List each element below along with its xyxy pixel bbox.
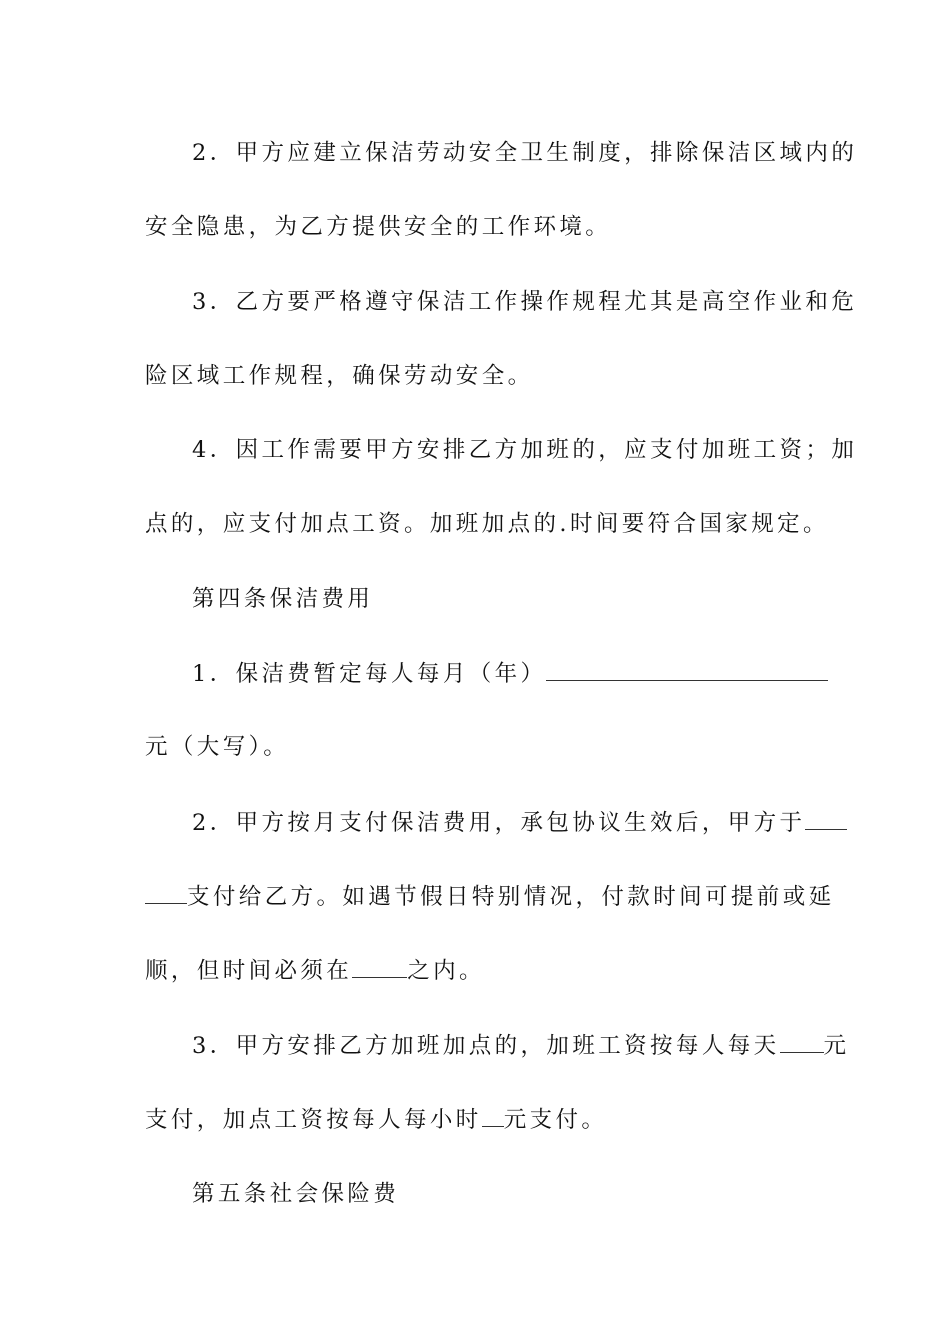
text-run: 4．因工作需要甲方安排乙方加班的，应支付加班工资；加 bbox=[192, 437, 858, 463]
section-heading bbox=[192, 584, 805, 614]
text-run: 第五条社会保险费 bbox=[192, 1181, 400, 1207]
text-run: 元 bbox=[823, 1033, 850, 1059]
paragraph-line bbox=[192, 1030, 850, 1061]
paragraph-line bbox=[145, 509, 829, 539]
fill-in-blank bbox=[780, 1030, 824, 1053]
text-run: 支付，加点工资按每人每小时 bbox=[145, 1107, 482, 1133]
text-run: 3．乙方要严格遵守保洁工作操作规程尤其是高空作业和危 bbox=[192, 289, 858, 315]
text-run: 2．甲方按月支付保洁费用，承包协议生效后，甲方于 bbox=[192, 810, 806, 836]
text-run: 安全隐患，为乙方提供安全的工作环境。 bbox=[145, 214, 612, 240]
text-run: 2．甲方应建立保洁劳动安全卫生制度，排除保洁区域内的 bbox=[192, 140, 858, 166]
paragraph-line bbox=[145, 955, 805, 986]
paragraph-line bbox=[192, 658, 805, 689]
paragraph-line bbox=[145, 881, 835, 912]
text-run: 点的，应支付加点工资。加班加点的.时间要符合国家规定。 bbox=[145, 511, 829, 537]
text-run: 元支付。 bbox=[503, 1107, 608, 1133]
fill-in-blank bbox=[482, 1104, 504, 1127]
text-run: 险区域工作规程，确保劳动安全。 bbox=[145, 363, 534, 389]
section-heading bbox=[192, 1179, 805, 1209]
paragraph-line bbox=[145, 1104, 805, 1135]
paragraph-line bbox=[192, 807, 805, 838]
text-run: 第四条保洁费用 bbox=[192, 586, 374, 612]
paragraph-line bbox=[145, 212, 805, 242]
paragraph-line bbox=[145, 732, 805, 762]
fill-in-blank bbox=[546, 658, 828, 681]
fill-in-blank bbox=[352, 955, 407, 978]
text-run: 元（大写）。 bbox=[145, 734, 290, 760]
text-run: 支付给乙方。如遇节假日特别情况，付款时间可提前或延 bbox=[187, 884, 835, 910]
text-run: 1．保洁费暂定每人每月（年） bbox=[192, 661, 547, 687]
paragraph-line bbox=[192, 287, 858, 317]
text-run: 之内。 bbox=[407, 958, 485, 984]
paragraph-line bbox=[192, 435, 858, 465]
fill-in-blank bbox=[145, 881, 187, 904]
text-run: 3．甲方安排乙方加班加点的，加班工资按每人每天 bbox=[192, 1033, 780, 1059]
paragraph-line bbox=[192, 138, 858, 168]
text-run: 顺，但时间必须在 bbox=[145, 958, 353, 984]
paragraph-line bbox=[145, 361, 805, 391]
fill-in-blank bbox=[805, 807, 847, 830]
